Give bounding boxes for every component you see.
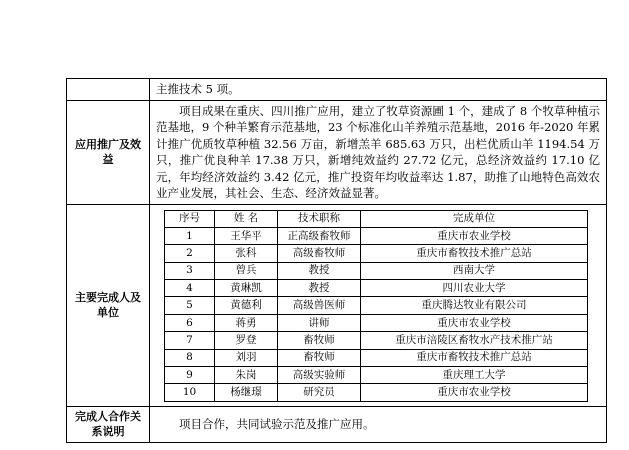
table-row (165, 332, 588, 349)
contributors-cell (150, 204, 607, 406)
cell-unit: 重庆市畜牧技术推广总站 (361, 349, 588, 366)
cell-index: 9 (165, 367, 215, 384)
cell-name: 刘羽 (215, 349, 278, 366)
cell-unit: 西南大学 (361, 262, 588, 279)
result-form-table (66, 78, 607, 443)
tech-row-cell (150, 79, 607, 101)
cell-title: 畜牧师 (278, 349, 361, 366)
contributors-row (67, 204, 607, 406)
cell-unit: 重庆市农业学校 (361, 314, 588, 331)
cell-title: 高级实验师 (278, 367, 361, 384)
contributors-label: 主要完成人及单位 (67, 204, 150, 406)
table-row (165, 349, 588, 366)
cell-name: 蒋勇 (215, 314, 278, 331)
header-unit: 完成单位 (361, 210, 588, 227)
cell-unit: 重庆市畜牧技术推广总站 (361, 245, 588, 262)
cell-name: 王华平 (215, 227, 278, 244)
cell-title: 高级兽医师 (278, 297, 361, 314)
table-row (165, 297, 588, 314)
cell-title: 高级畜牧师 (278, 245, 361, 262)
cooperation-row (67, 406, 607, 442)
cooperation-cell (150, 406, 607, 442)
table-row (165, 280, 588, 297)
cell-index: 5 (165, 297, 215, 314)
tech-row-text: 主推技术 5 项。 (156, 82, 240, 96)
tech-row (67, 79, 607, 101)
cell-unit: 重庆市农业学校 (361, 384, 588, 401)
application-text: 项目成果在重庆、四川推广应用，建立了牧草资源圃 1 个，建成了 8 个牧草种植示范基地，9 个种羊繁育示范基地，23 个标准化山羊养殖示范基地，2016 年-2020 年累计推广优质牧草种植 32.56 万亩，新增羔羊 685.63 万只，出栏优质山羊 1194.54 万只，推广优良种羊 17.38 万只，新增纯效益约 27.72 亿元，总经济效益约 17.10 亿元，年均经济效益约 3.42 亿元，推广投资年均收益率达 1.87，助推了山地特色高效农业产业发展，其社会、生态、经济效益显著。 (156, 103, 600, 200)
cell-index: 1 (165, 227, 215, 244)
cell-name: 朱岗 (215, 367, 278, 384)
cell-name: 黄德利 (215, 297, 278, 314)
cell-name: 曾兵 (215, 262, 278, 279)
cell-index: 10 (165, 384, 215, 401)
cell-name: 黄琳凯 (215, 280, 278, 297)
application-cell (150, 100, 607, 204)
cell-unit: 重庆腾达牧业有限公司 (361, 297, 588, 314)
table-row (165, 245, 588, 262)
tech-row-label (67, 79, 150, 101)
table-row (165, 314, 588, 331)
cell-index: 7 (165, 332, 215, 349)
cell-unit: 重庆理工大学 (361, 367, 588, 384)
table-row (165, 227, 588, 244)
header-name: 姓 名 (215, 210, 278, 227)
cell-unit: 重庆市涪陵区畜牧水产技术推广站 (361, 332, 588, 349)
cell-title: 畜牧师 (278, 332, 361, 349)
cell-title: 讲师 (278, 314, 361, 331)
cell-name: 杨继璟 (215, 384, 278, 401)
cell-index: 3 (165, 262, 215, 279)
cell-title: 正高级畜牧师 (278, 227, 361, 244)
cell-unit: 重庆市农业学校 (361, 227, 588, 244)
cell-title: 教授 (278, 280, 361, 297)
application-row (67, 100, 607, 204)
cooperation-text: 项目合作，共同试验示范及推广应用。 (179, 417, 375, 432)
cell-index: 2 (165, 245, 215, 262)
cell-index: 8 (165, 349, 215, 366)
cell-name: 张科 (215, 245, 278, 262)
cooperation-label: 完成人合作关系说明 (67, 406, 150, 442)
header-title: 技术职称 (278, 210, 361, 227)
cell-name: 罗登 (215, 332, 278, 349)
table-row (165, 262, 588, 279)
table-row (165, 384, 588, 401)
cell-index: 6 (165, 314, 215, 331)
contributors-header-row (165, 210, 588, 227)
cell-title: 教授 (278, 262, 361, 279)
cell-title: 研究员 (278, 384, 361, 401)
cell-unit: 四川农业大学 (361, 280, 588, 297)
application-label: 应用推广及效益 (67, 100, 150, 204)
cell-index: 4 (165, 280, 215, 297)
table-row (165, 367, 588, 384)
contributors-table (164, 210, 588, 402)
header-index: 序号 (165, 210, 215, 227)
